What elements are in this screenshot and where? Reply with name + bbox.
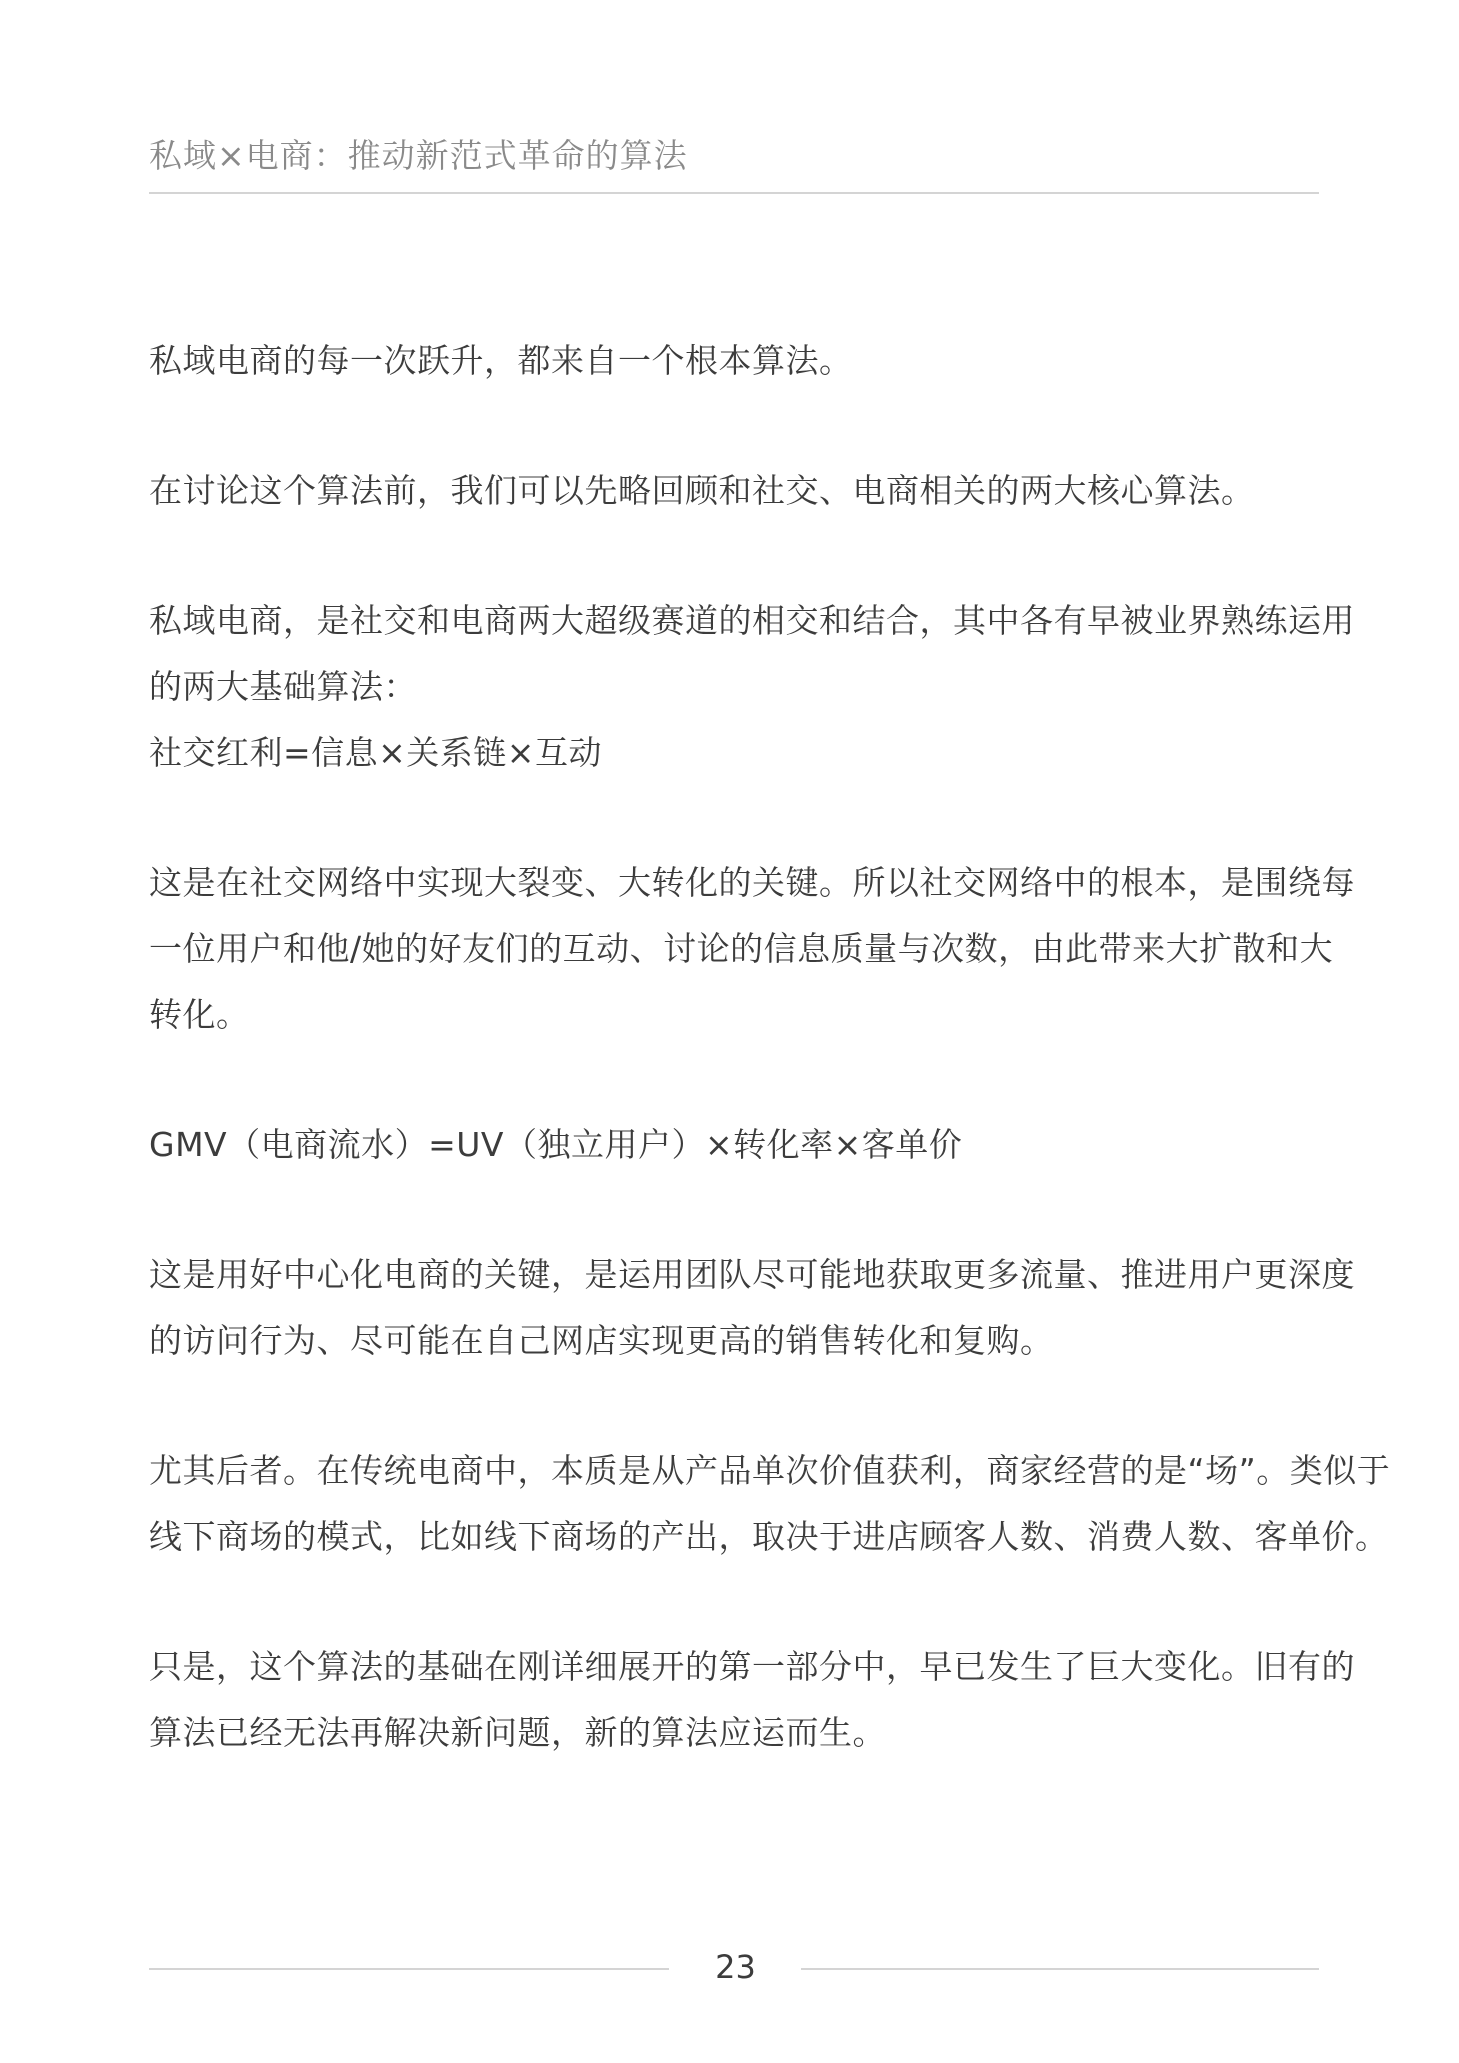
text-line: 这是在社交网络中实现大裂变、大转化的关键。所以社交网络中的根本，是围绕每 bbox=[149, 863, 1355, 902]
text-line: 转化。 bbox=[149, 995, 250, 1034]
text-line: 算法已经无法再解决新问题，新的算法应运而生。 bbox=[149, 1713, 886, 1752]
running-header-title: 私域×电商：推动新范式革命的算法 bbox=[149, 136, 688, 175]
paragraph bbox=[149, 1438, 1391, 1570]
footer-divider-right bbox=[801, 1968, 1319, 1970]
text-line: 只是，这个算法的基础在刚详细展开的第一部分中，早已发生了巨大变化。旧有的 bbox=[149, 1647, 1355, 1686]
paragraph bbox=[149, 1634, 1355, 1766]
text-line: 私域电商，是社交和电商两大超级赛道的相交和结合，其中各有早被业界熟练运用 bbox=[149, 601, 1355, 640]
paragraph bbox=[149, 588, 1355, 786]
social-dividend-formula: 社交红利=信息×关系链×互动 bbox=[149, 733, 602, 772]
text-line: 一位用户和他/她的好友们的互动、讨论的信息质量与次数，由此带来大扩散和大 bbox=[149, 929, 1334, 968]
paragraph bbox=[149, 328, 1329, 394]
paragraph bbox=[149, 1112, 1329, 1178]
page-number: 23 bbox=[715, 1948, 756, 1986]
paragraph bbox=[149, 1242, 1355, 1374]
body-text bbox=[149, 328, 1391, 1830]
text-line: 线下商场的模式，比如线下商场的产出，取决于进店顾客人数、消费人数、客单价。 bbox=[149, 1517, 1389, 1556]
text-line: 私域电商的每一次跃升，都来自一个根本算法。 bbox=[149, 341, 853, 380]
text-line: 的访问行为、尽可能在自己网店实现更高的销售转化和复购。 bbox=[149, 1321, 1054, 1360]
header-divider bbox=[149, 192, 1319, 194]
text-line: 的两大基础算法： bbox=[149, 667, 417, 706]
text-line: 在讨论这个算法前，我们可以先略回顾和社交、电商相关的两大核心算法。 bbox=[149, 471, 1255, 510]
text-line: 这是用好中心化电商的关键，是运用团队尽可能地获取更多流量、推进用户更深度 bbox=[149, 1255, 1355, 1294]
paragraph bbox=[149, 850, 1355, 1048]
gmv-formula: GMV（电商流水）=UV（独立用户）×转化率×客单价 bbox=[149, 1125, 963, 1164]
footer-divider-left bbox=[149, 1968, 669, 1970]
text-line: 尤其后者。在传统电商中，本质是从产品单次价值获利，商家经营的是“场”。类似于 bbox=[149, 1451, 1391, 1490]
paragraph bbox=[149, 458, 1329, 524]
